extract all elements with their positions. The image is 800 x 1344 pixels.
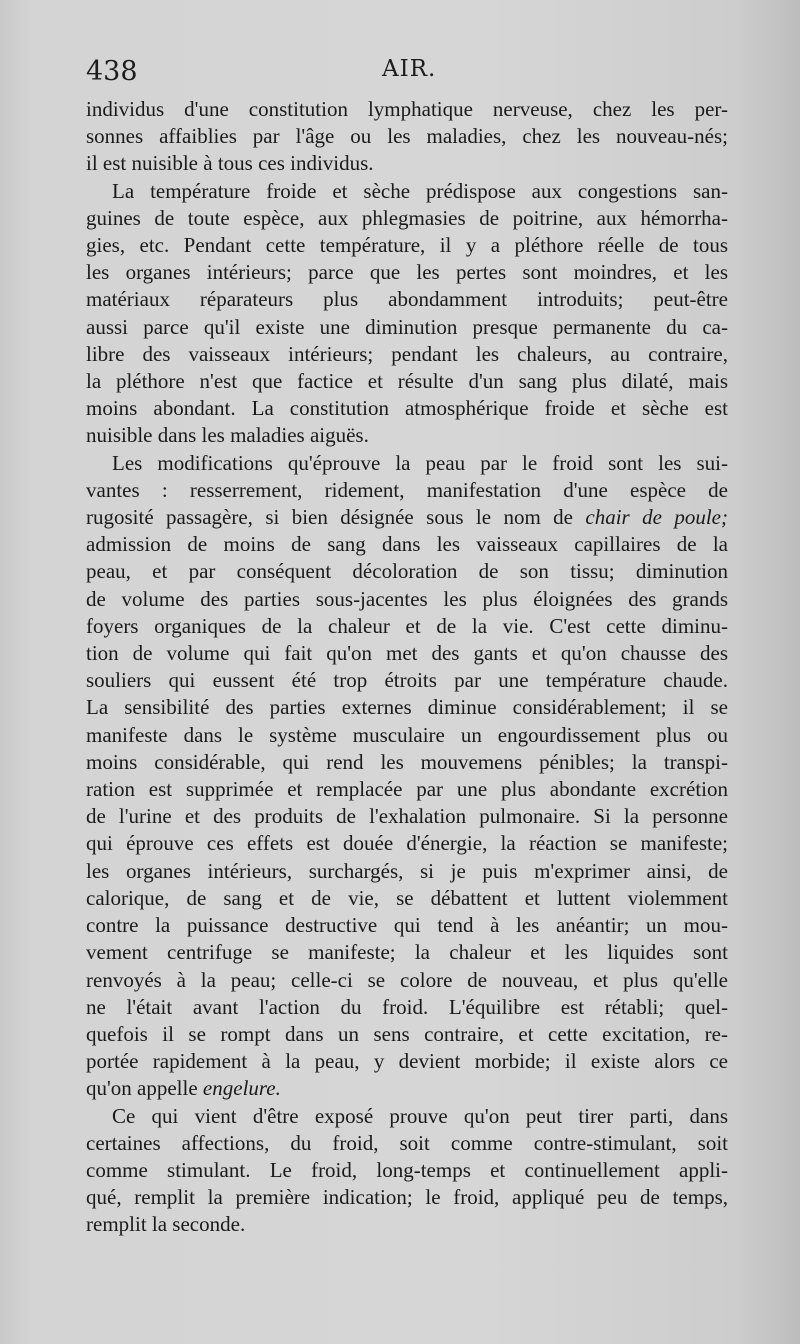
text-line: la pléthore n'est que factice et résulte d'un sang plus dilaté, mais <box>86 369 728 394</box>
text-line: ration est supprimée et remplacée par une plus abondante excrétion <box>86 777 728 802</box>
text-line: tion de volume qui fait qu'on met des gants et qu'on chausse des <box>86 641 728 666</box>
text-line: calorique, de sang et de vie, se débattent et luttent violemment <box>86 885 728 910</box>
text-line: souliers qui eussent été trop étroits par une température chaude. <box>86 668 728 693</box>
text-line: certaines affections, du froid, soit comme contre-stimulant, soit <box>86 1130 728 1155</box>
text-line: aussi parce qu'il existe une diminution presque permanente du ca- <box>86 314 728 339</box>
text-line: portée rapidement à la peau, y devient morbide; il existe alors ce <box>86 1049 728 1074</box>
text-line: de l'urine et des produits de l'exhalation pulmonaire. Si la personne <box>86 804 728 829</box>
text-line: contre la puissance destructive qui tend à les anéantir; un mou- <box>86 913 728 938</box>
text-line: matériaux réparateurs plus abondamment introduits; peut-être <box>86 287 728 312</box>
page-header <box>86 56 726 92</box>
paragraph <box>86 1103 728 1239</box>
text-line: sonnes affaiblies par l'âge ou les maladies, chez les nouveau-nés; <box>86 124 728 149</box>
text-line: vantes : resserrement, ridement, manifestation d'une espèce de <box>86 477 728 502</box>
text-line: libre des vaisseaux intérieurs; pendant les chaleurs, au contraire, <box>86 341 728 366</box>
text-line: La température froide et sèche prédispose aux congestions san- <box>112 178 728 203</box>
text-line: moins considérable, qui rend les mouvemens pénibles; la transpi- <box>86 749 728 774</box>
text-line: La sensibilité des parties externes diminue considérablement; il se <box>86 695 728 720</box>
text-line: Les modifications qu'éprouve la peau par le froid sont les sui- <box>112 450 728 475</box>
text-line: quefois il se rompt dans un sens contraire, et cette excitation, re- <box>86 1021 728 1046</box>
text-line: il est nuisible à tous ces individus. <box>86 151 374 176</box>
running-title: AIR. <box>382 56 437 82</box>
italic-term: engelure. <box>202 1076 281 1101</box>
text-line: nuisible dans les maladies aiguës. <box>86 423 369 448</box>
italic-term: chair de poule; <box>585 505 728 530</box>
text-line: qu'on appelle engelure. <box>86 1076 281 1101</box>
text-line: peau, et par conséquent décoloration de son tissu; diminution <box>86 559 728 584</box>
text-line: moins abondant. La constitution atmosphérique froide et sèche est <box>86 396 728 421</box>
page-body-text <box>86 96 728 1239</box>
text-line: remplit la seconde. <box>86 1212 246 1237</box>
text-line: rugosité passagère, si bien désignée sous le nom de chair de poule; <box>86 505 728 530</box>
text-line: comme stimulant. Le froid, long-temps et continuellement appli- <box>86 1157 728 1182</box>
text-line: ne l'était avant l'action du froid. L'équilibre est rétabli; quel- <box>86 994 728 1019</box>
text-line: renvoyés à la peau; celle-ci se colore de nouveau, et plus qu'elle <box>86 967 728 992</box>
text-line: guines de toute espèce, aux phlegmasies de poitrine, aux hémorrha- <box>86 205 728 230</box>
paragraph <box>86 96 728 178</box>
text-line: admission de moins de sang dans les vaisseaux capillaires de la <box>86 532 728 557</box>
text-line: foyers organiques de la chaleur et de la vie. C'est cette diminu- <box>86 613 728 638</box>
text-line: les organes intérieurs; parce que les pertes sont moindres, et les <box>86 260 728 285</box>
text-line: qué, remplit la première indication; le froid, appliqué peu de temps, <box>86 1185 728 1210</box>
text-line: Ce qui vient d'être exposé prouve qu'on peut tirer parti, dans <box>112 1103 728 1128</box>
text-line: qui éprouve ces effets est douée d'énergie, la réaction se manifeste; <box>86 831 728 856</box>
text-line: de volume des parties sous-jacentes les plus éloignées des grands <box>86 586 728 611</box>
paragraph <box>86 450 728 1103</box>
page-number: 438 <box>86 56 138 87</box>
text-line: individus d'une constitution lymphatique nerveuse, chez les per- <box>86 97 728 121</box>
text-line: les organes intérieurs, surchargés, si je puis m'exprimer ainsi, de <box>86 858 728 883</box>
paragraph <box>86 178 728 450</box>
text-line: gies, etc. Pendant cette température, il y a pléthore réelle de tous <box>86 233 728 258</box>
text-line: vement centrifuge se manifeste; la chaleur et les liquides sont <box>86 940 728 965</box>
text-line: manifeste dans le système musculaire un engourdissement plus ou <box>86 722 728 747</box>
